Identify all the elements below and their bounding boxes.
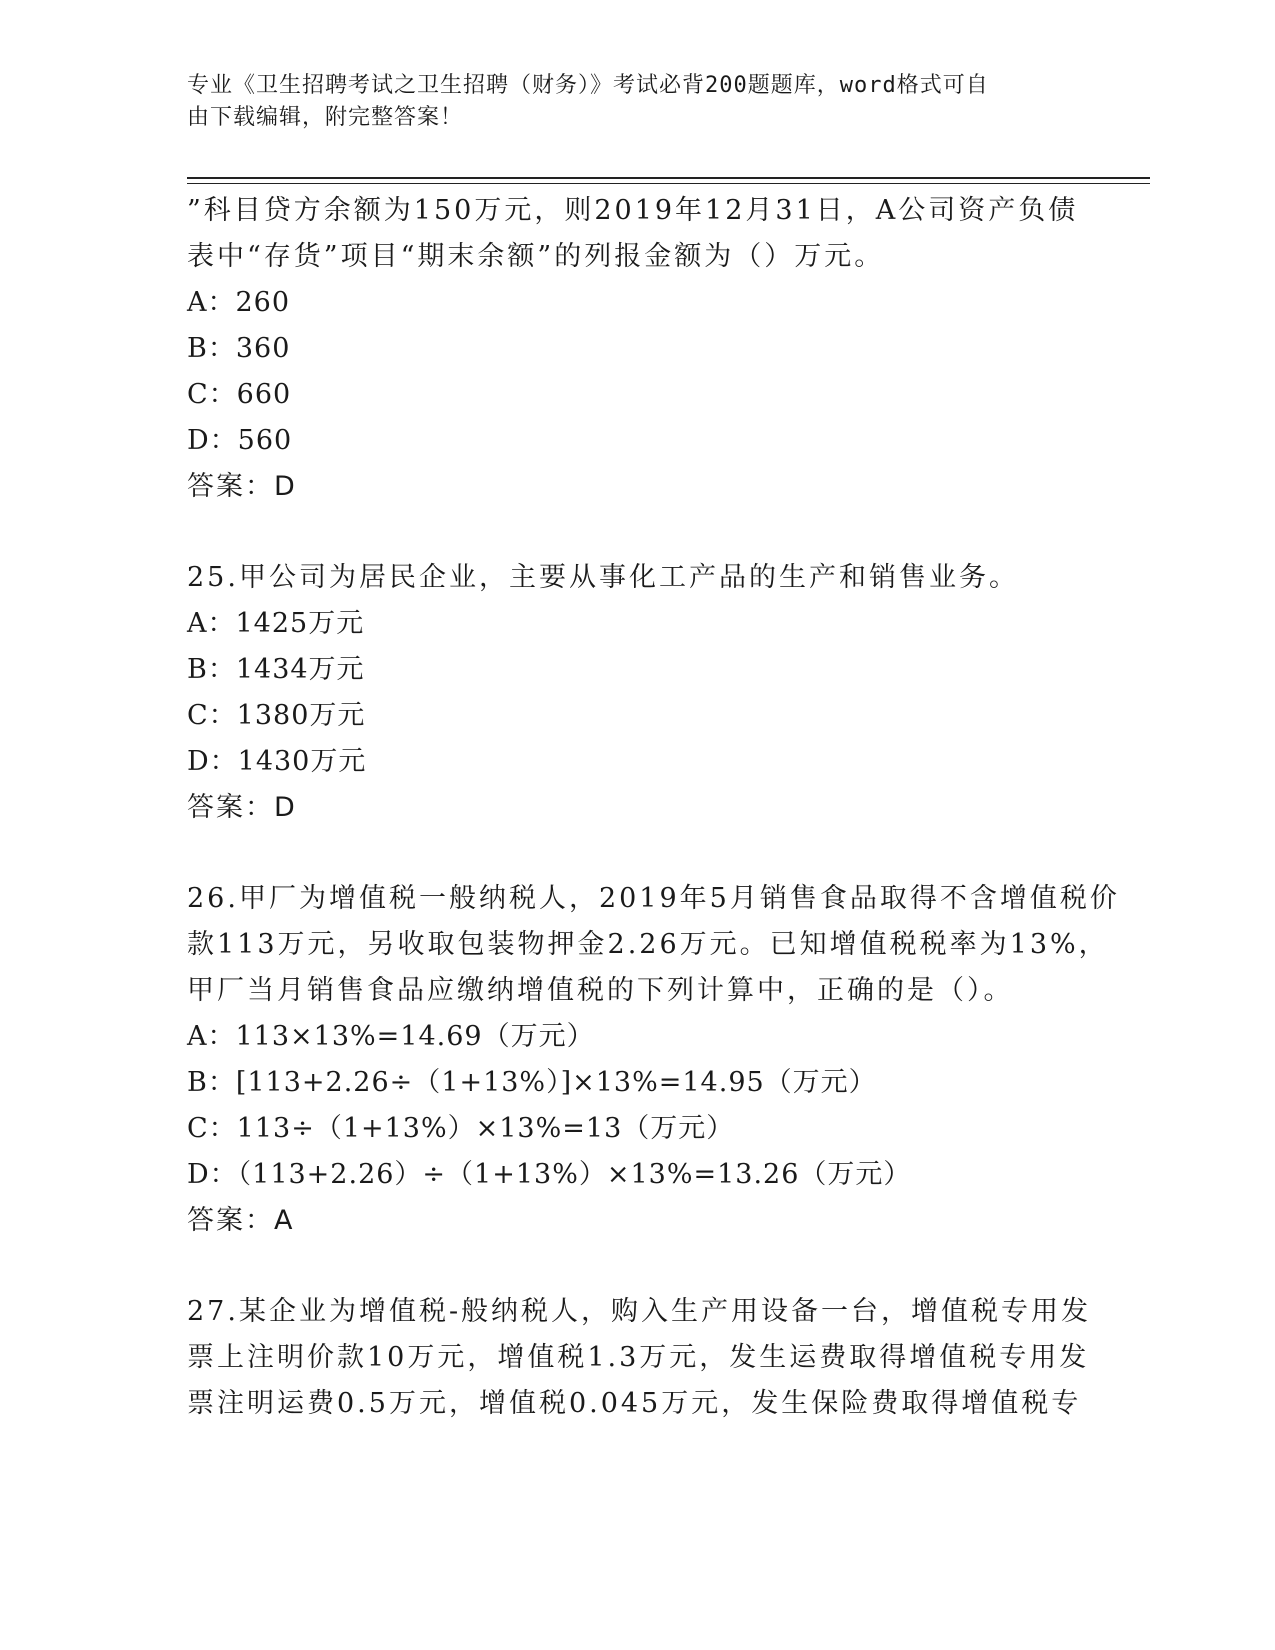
option-b: B：1434万元 [187, 654, 365, 685]
question-26 [187, 876, 1120, 1244]
question-text-line: 甲厂当月销售食品应缴纳增值税的下列计算中，正确的是（）。 [187, 975, 1014, 1006]
question-text-line: 表中“存货”项目“期末余额”的列报金额为（）万元。 [187, 241, 885, 272]
answer-line: 答案：A [187, 1205, 295, 1236]
option-c: C：113÷（1+13%）×13%=13（万元） [187, 1113, 735, 1144]
option-d: D：（113+2.26）÷（1+13%）×13%=13.26（万元） [187, 1159, 912, 1190]
question-text-line: 26.甲厂为增值税一般纳税人，2019年5月销售食品取得不含增值税价 [187, 883, 1120, 914]
question-text-line: 25.甲公司为居民企业，主要从事化工产品的生产和销售业务。 [187, 562, 1019, 593]
question-24 [187, 188, 1087, 510]
answer-line: 答案：D [187, 792, 297, 823]
answer-line: 答案：D [187, 471, 297, 502]
header-line-1: 专业《卫生招聘考试之卫生招聘（财务）》考试必背200题题库，word格式可自 [187, 73, 989, 98]
option-d: D：1430万元 [187, 746, 367, 777]
option-a: A：1425万元 [187, 608, 365, 639]
option-b: B：360 [187, 333, 291, 364]
option-a: A：260 [187, 287, 291, 318]
option-c: C：1380万元 [187, 700, 366, 731]
question-27 [187, 1289, 1092, 1427]
option-b: B：[113+2.26÷（1+13%）]×13%=14.95（万元） [187, 1067, 877, 1098]
header-divider-thick [187, 177, 1150, 179]
question-25 [187, 555, 1087, 831]
option-a: A：113×13%=14.69（万元） [187, 1021, 595, 1052]
document-header [187, 70, 1067, 134]
header-divider-thin [187, 183, 1150, 184]
header-line-2: 由下载编辑，附完整答案！ [187, 105, 464, 130]
question-text-line: ”科目贷方余额为150万元，则2019年12月31日，A公司资产负债 [187, 195, 1079, 226]
question-text-line: 款113万元，另收取包装物押金2.26万元。已知增值税税率为13%， [187, 929, 1109, 960]
question-text-line: 票注明运费0.5万元，增值税0.045万元，发生保险费取得增值税专 [187, 1388, 1082, 1419]
option-c: C：660 [187, 379, 292, 410]
question-body [187, 188, 1120, 1427]
question-text-line: 票上注明价款10万元，增值税1.3万元，发生运费取得增值税专用发 [187, 1342, 1090, 1373]
option-d: D：560 [187, 425, 293, 456]
question-text-line: 27.某企业为增值税-般纳税人，购入生产用设备一台，增值税专用发 [187, 1296, 1092, 1327]
